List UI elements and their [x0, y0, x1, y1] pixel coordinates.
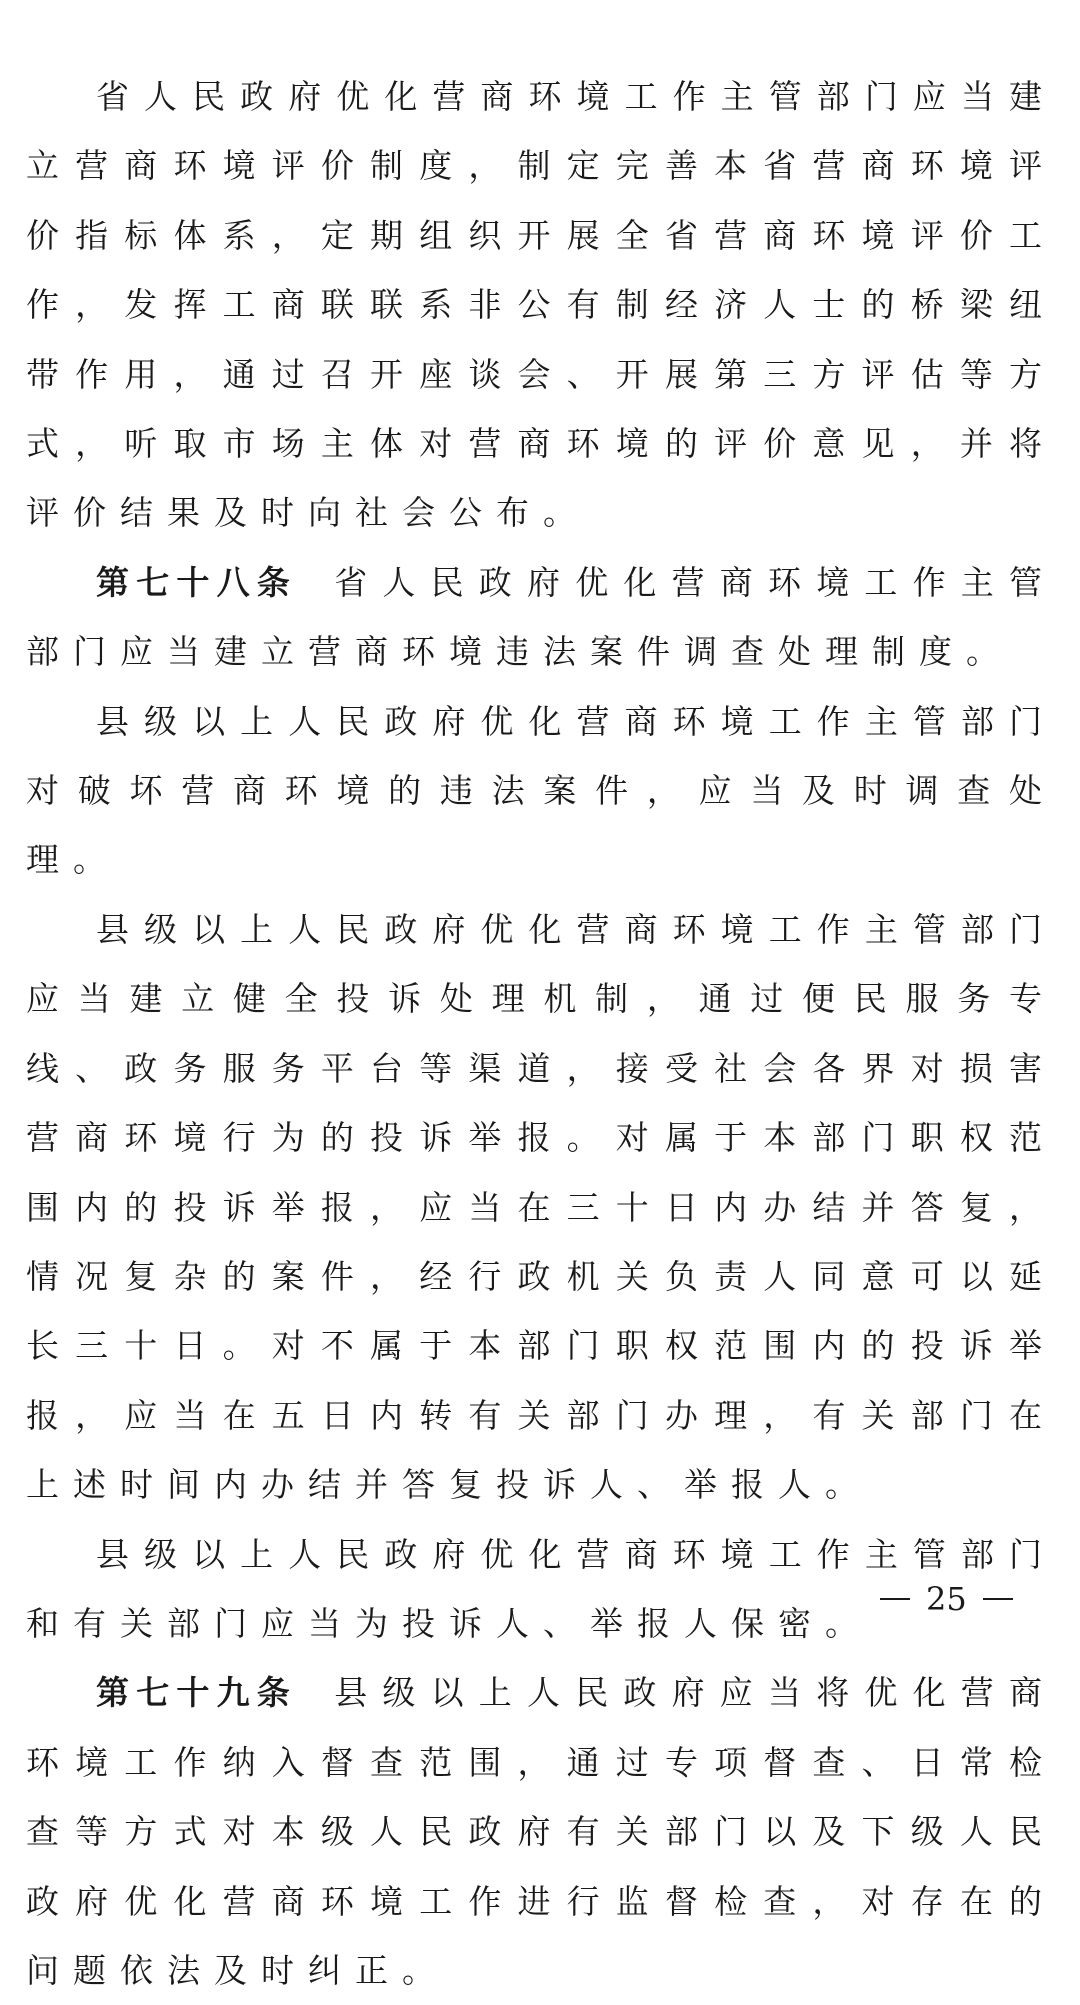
paragraph-text: 县级以上人民政府优化营商环境工作主管部门和有关部门应当为投诉人、举报人保密。 [26, 1534, 1056, 1643]
article-79 [26, 1658, 1056, 2005]
page-number: 25 [926, 1580, 967, 1618]
article-heading: 第七十八条 [96, 562, 297, 602]
paragraph-text: 县级以上人民政府优化营商环境工作主管部门应当建立健全投诉处理机制，通过便民服务专线、政务服务平台等渠道，接受社会各界对损害营商环境行为的投诉举报。对属于本部门职权范围内的投诉举报，应当在三十日内办结并答复，情况复杂的案件，经行政机关负责人同意可以延长三十日。对不属于本部门职权范围内的投诉举报，应当在五日内转有关部门办理，有关部门在上述时间内办结并答复投诉人、举报人。 [26, 909, 1056, 1505]
paragraph-1 [26, 62, 1056, 548]
footer-dash-right [983, 1598, 1013, 1600]
article-78 [26, 548, 1056, 687]
paragraph-3 [26, 687, 1056, 895]
document-body [26, 62, 1056, 2005]
footer-dash-left [880, 1598, 910, 1600]
paragraph-4 [26, 895, 1056, 1520]
page-footer [880, 1580, 1060, 1618]
paragraph-text: 省人民政府优化营商环境工作主管部门应当建立营商环境评价制度，制定完善本省营商环境评价指标体系，定期组织开展全省营商环境评价工作，发挥工商联联系非公有制经济人士的桥梁纽带作用，通过召开座谈会、开展第三方评估等方式，听取市场主体对营商环境的评价意见，并将评价结果及时向社会公布。 [26, 77, 1056, 533]
article-heading: 第七十九条 [96, 1673, 297, 1713]
paragraph-text: 县级以上人民政府应当将优化营商环境工作纳入督查范围，通过专项督查、日常检查等方式对本级人民政府有关部门以及下级人民政府优化营商环境工作进行监督检查，对存在的问题依法及时纠正。 [26, 1673, 1056, 1990]
paragraph-text: 县级以上人民政府优化营商环境工作主管部门对破坏营商环境的违法案件，应当及时调查处理。 [26, 701, 1056, 880]
paragraph-text: 省人民政府优化营商环境工作主管部门应当建立营商环境违法案件调查处理制度。 [26, 562, 1056, 672]
